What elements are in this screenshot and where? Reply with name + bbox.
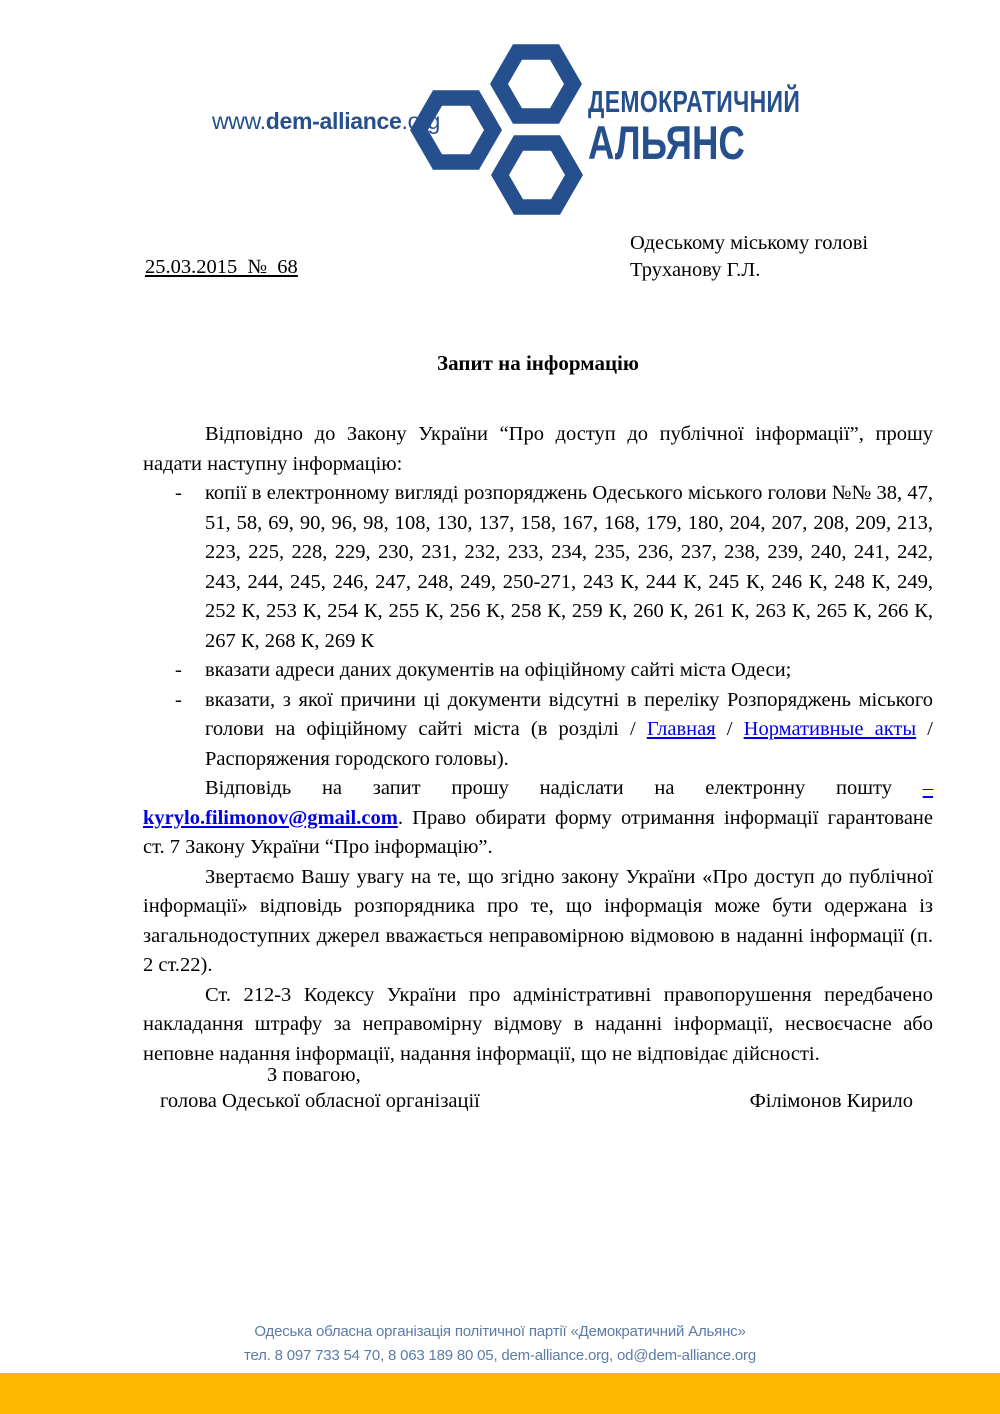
list-item [143,686,933,775]
list-item [143,656,933,686]
footer-contacts-line: тел. 8 097 733 54 70, 8 063 189 80 05, dem-alliance.org, od@dem-alliance.org [244,1346,756,1364]
addressee-line2: Труханову Г.Л. [630,258,761,281]
footer-org-line: Одеська обласна організація політичної партії «Демократичний Альянс» [254,1323,746,1340]
signature-block [143,1062,933,1114]
bullet-dash: - [175,482,182,504]
reply-suffix: . Право обирати форму отримання інформації гарантоване ст. 7 Закону України “Про інформацію”. [143,806,933,858]
org-name-line1: ДЕМОКРАТИЧНИЙ [588,84,801,119]
list-item3-separator: / [715,718,744,740]
list-item-text: копії в електронному вигляді розпоряджень Одеського міського голови №№ 38, 47, 51, 58, 69, 90, 96, 98, 108, 130, 137, 158, 167, 168, 179, 180, 204, 207, 208, 209, 213, 223, 225, 228, 229, 230, 231, 232, 233, 234, 235, 236, 237, 238, 239, 240, 241, 242, 243, 244, 245, 246, 247, 248, 249, 250-271, 243 К, 244 К, 245 К, 246 К, 248 К, 249, 252 К, 253 К, 254 К, 255 К, 256 К, 258 К, 259 К, 260 К, 261 К, 263 К, 265 К, 266 К, 267 К, 268 К, 269 К [205,482,933,652]
website-prefix: www. [212,108,266,134]
list-item3-suffix: / Распоряжения городского головы). [205,718,933,770]
addressee [630,230,868,283]
letter-body [143,420,933,1069]
signature-salutation: З повагою, [267,1064,361,1086]
email-link[interactable]: kyrylo.filimonov@gmail.com [143,806,398,829]
signature-name: Філімонов Кирило [749,1090,913,1112]
attention-paragraph: Звертаємо Вашу увагу на те, що згідно закону України «Про доступ до публічної інформації» відповідь розпорядника про те, що інформація може бути одержана із загальнодоступних джерел вважається неправомірною відмовою в наданні інформації (п. 2 ст.22). [143,865,933,976]
penalty-paragraph: Ст. 212-3 Кодексу України про адміністративні правопорушення передбачено накладання штрафу за неправомірну відмову в наданні інформації, несвоєчасне або неповне надання інформації, надання інформації, що не відповідає дійсності. [143,983,933,1065]
list-item-text: вказати адреси даних документів на офіційному сайті міста Одеси; [205,659,792,681]
footer [0,1320,1000,1367]
list-item [143,479,933,656]
link-normativnye-akty[interactable]: Нормативные акты [743,718,917,740]
letter-title: Запит на інформацію [437,351,639,375]
hexagon-top [490,44,582,124]
list-item-text [205,689,933,770]
bullet-dash: - [175,688,182,711]
bullet-dash: - [175,659,182,681]
org-name-line2: АЛЬЯНС [588,116,745,169]
link-glavnaya[interactable]: Главная [646,718,716,740]
signature-position: голова Одеської обласної організації [160,1090,480,1112]
addressee-line1: Одеському міському голові [630,232,869,254]
hexagon-bottom [491,135,583,215]
website-suffix: .org [401,108,440,134]
org-wordmark [588,84,875,169]
website-url [212,108,440,135]
reply-text: Відповідь на запит прошу надіслати на електронну пошту [205,777,923,799]
reply-paragraph [143,774,933,863]
date-number: 25.03.2015 № 68 [145,256,298,278]
intro-paragraph: Відповідно до Закону України “Про доступ до публічної інформації”, прошу надати наступну інформацію: [143,423,933,475]
email-dash-link[interactable]: – [922,777,933,799]
list-item3-prefix: вказати, з якої причини ці документи відсутні в переліку Розпоряджень міського голови на офіційному сайті міста (в розділі / [205,688,933,740]
accent-bar [0,1373,1000,1414]
website-domain: dem-alliance [265,108,402,134]
